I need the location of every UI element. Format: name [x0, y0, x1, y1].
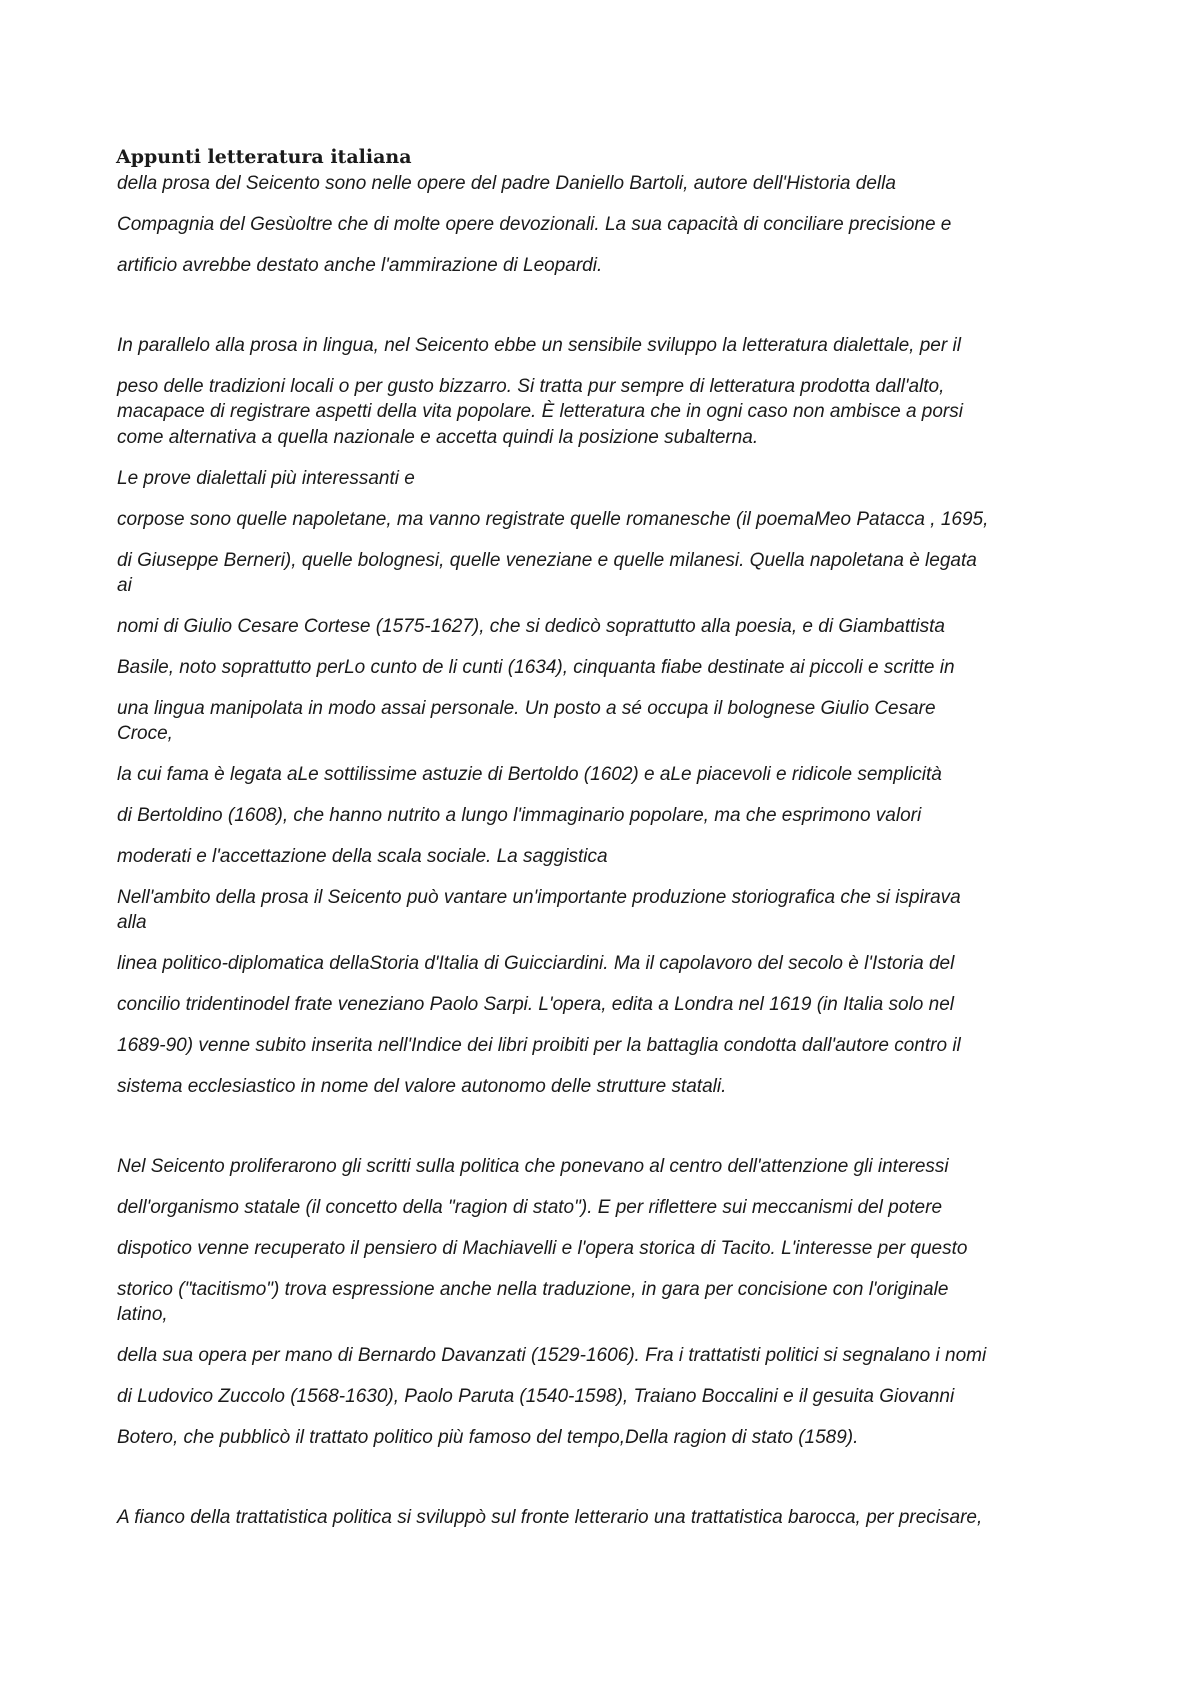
text-line: A fianco della trattatistica politica si sviluppò sul fronte letterario una trattatistica barocca, per precisare, [117, 1507, 983, 1528]
text-line: Nell'ambito della prosa il Seicento può vantare un'importante produzione storiografica che si ispirava [117, 887, 961, 908]
text-line: ai [117, 575, 132, 596]
text-line: Basile, noto soprattutto perLo cunto de li cunti (1634), cinquanta fiabe destinate ai piccoli e scritte in [117, 657, 955, 678]
text-line: dispotico venne recuperato il pensiero di Machiavelli e l'opera storica di Tacito. L'interesse per questo [117, 1238, 968, 1259]
text-line: latino, [117, 1304, 168, 1325]
text-line: sistema ecclesiastico in nome del valore autonomo delle strutture statali. [117, 1076, 727, 1097]
text-line: 1689-90) venne subito inserita nell'Indice dei libri proibiti per la battaglia condotta dall'autore contro il [117, 1035, 961, 1056]
text-line: artificio avrebbe destato anche l'ammirazione di Leopardi. [117, 255, 603, 276]
text-line: peso delle tradizioni locali o per gusto bizzarro. Si tratta pur sempre di letteratura prodotta dall'alto, [117, 376, 945, 397]
text-line: come alternativa a quella nazionale e accetta quindi la posizione subalterna. [117, 427, 759, 448]
text-line: una lingua manipolata in modo assai personale. Un posto a sé occupa il bolognese Giulio Cesare [117, 698, 936, 719]
text-line: di Giuseppe Berneri), quelle bolognesi, quelle veneziane e quelle milanesi. Quella napoletana è legata [117, 550, 977, 571]
text-line: Botero, che pubblicò il trattato politico più famoso del tempo,Della ragion di stato (1589). [117, 1427, 859, 1448]
text-line: della sua opera per mano di Bernardo Davanzati (1529-1606). Fra i trattatisti politici si segnalano i nomi [117, 1345, 987, 1366]
text-line: In parallelo alla prosa in lingua, nel Seicento ebbe un sensibile sviluppo la letteratura dialettale, per il [117, 335, 961, 356]
text-line: linea politico-diplomatica dellaStoria d'Italia di Guicciardini. Ma il capolavoro del secolo è l'Istoria del [117, 953, 955, 974]
text-line: di Bertoldino (1608), che hanno nutrito a lungo l'immaginario popolare, ma che esprimono valori [117, 805, 922, 826]
text-line: la cui fama è legata aLe sottilissime astuzie di Bertoldo (1602) e aLe piacevoli e ridicole semplicità [117, 764, 942, 785]
text-line: moderati e l'accettazione della scala sociale. La saggistica [117, 846, 608, 867]
text-line: della prosa del Seicento sono nelle opere del padre Daniello Bartoli, autore dell'Historia della [117, 173, 896, 194]
text-line: di Ludovico Zuccolo (1568-1630), Paolo Paruta (1540-1598), Traiano Boccalini e il gesuita Giovanni [117, 1386, 955, 1407]
text-line: Croce, [117, 723, 173, 744]
text-line: alla [117, 912, 147, 933]
text-line: nomi di Giulio Cesare Cortese (1575-1627), che si dedicò soprattutto alla poesia, e di Giambattista [117, 616, 945, 637]
document-title: Appunti letteratura italiana [116, 146, 412, 168]
text-line: Nel Seicento proliferarono gli scritti sulla politica che ponevano al centro dell'attenzione gli interessi [117, 1156, 949, 1177]
text-line: dell'organismo statale (il concetto della "ragion di stato"). E per riflettere sui meccanismi del potere [117, 1197, 943, 1218]
text-line: macapace di registrare aspetti della vita popolare. È letteratura che in ogni caso non ambisce a porsi [117, 401, 963, 422]
text-line: Le prove dialettali più interessanti e [117, 468, 415, 489]
text-line: storico ("tacitismo") trova espressione anche nella traduzione, in gara per concisione con l'originale [117, 1279, 949, 1300]
text-line: Compagnia del Gesùoltre che di molte opere devozionali. La sua capacità di conciliare precisione e [117, 214, 952, 235]
text-line: corpose sono quelle napoletane, ma vanno registrate quelle romanesche (il poemaMeo Patacca , 1695, [117, 509, 989, 530]
text-line: concilio tridentinodel frate veneziano Paolo Sarpi. L'opera, edita a Londra nel 1619 (in Italia solo nel [117, 994, 955, 1015]
